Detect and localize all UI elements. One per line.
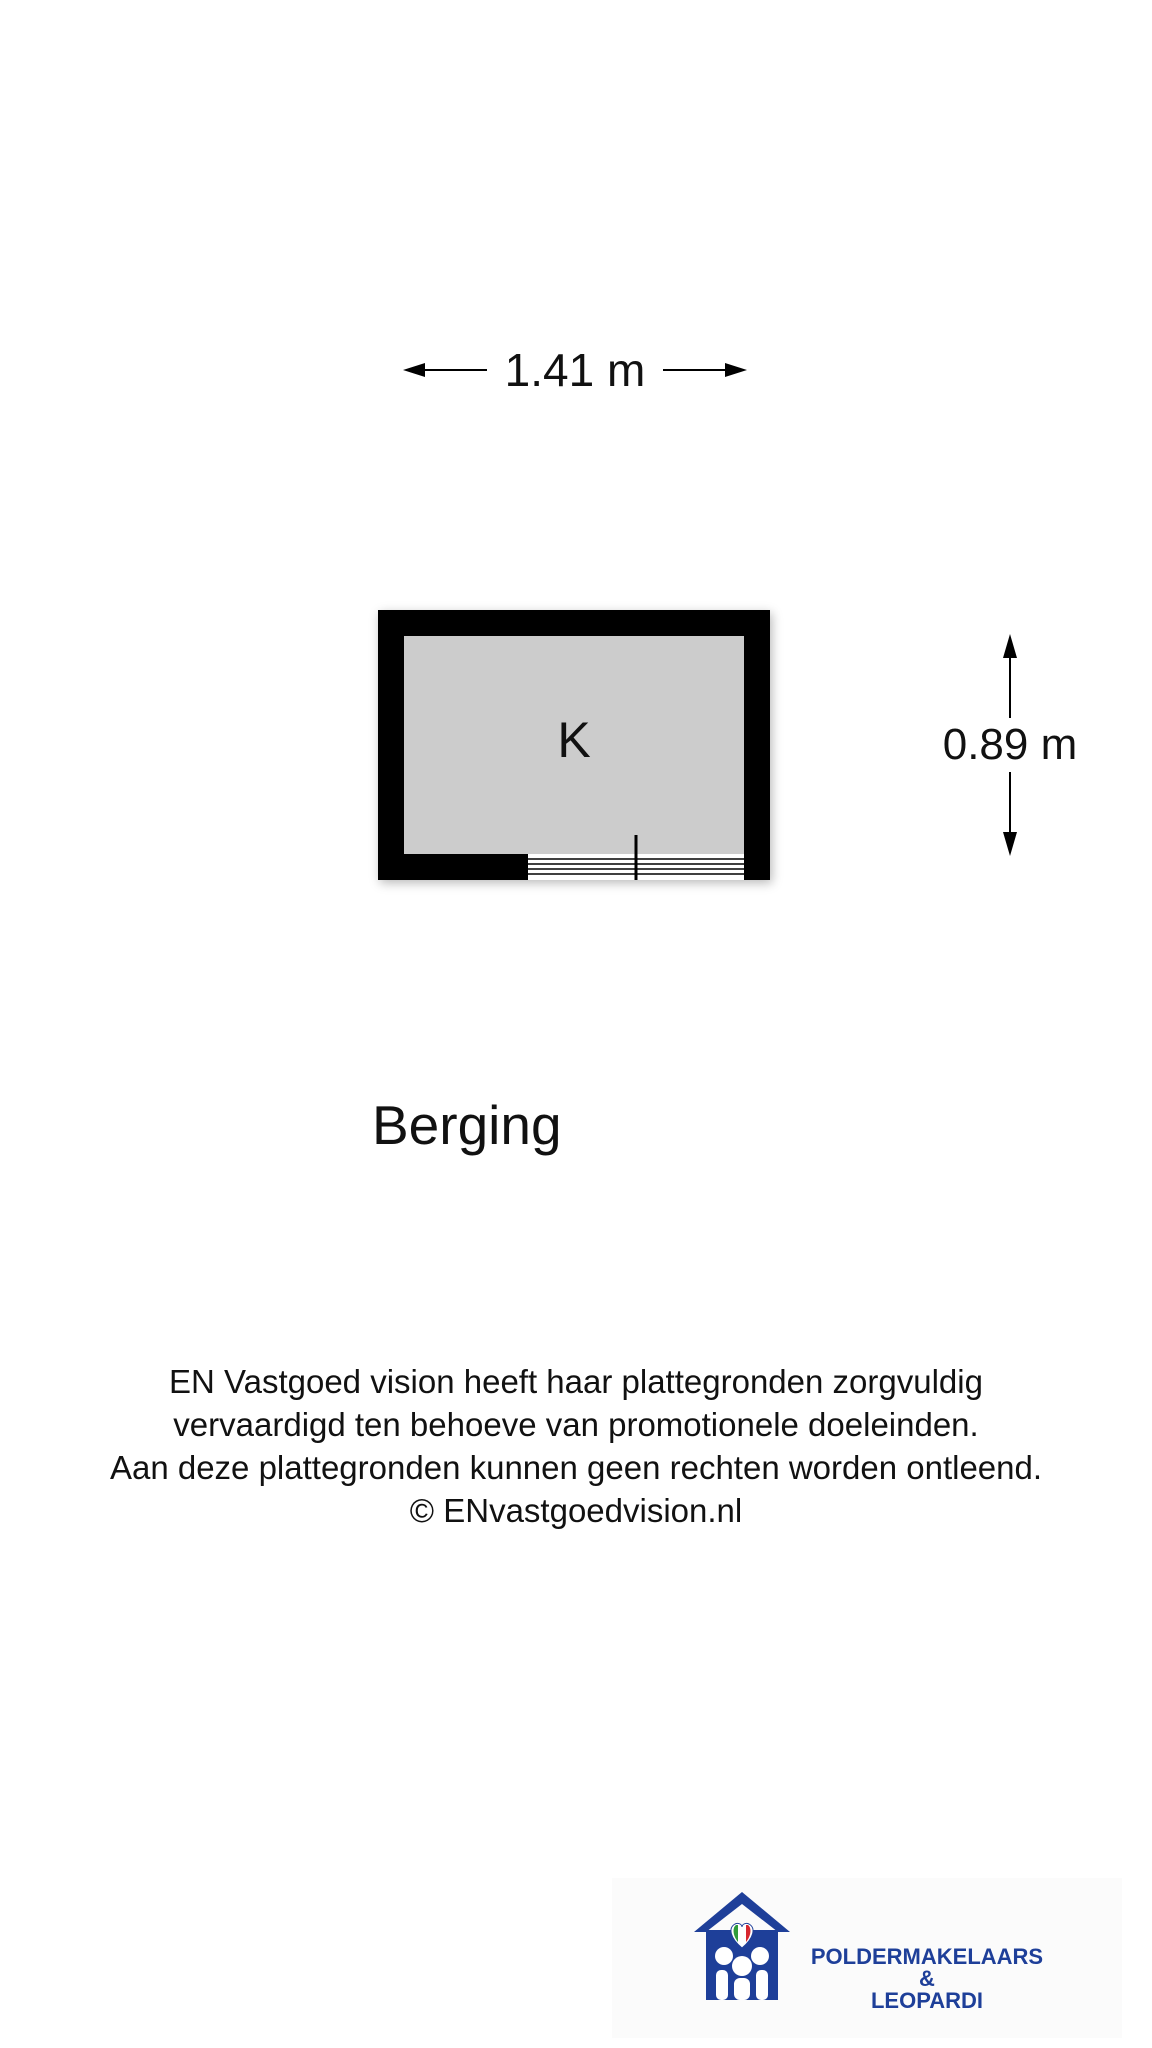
company-logo — [612, 1878, 1122, 2038]
house-logo-icon — [692, 1890, 792, 2002]
logo-line-3: LEOPARDI — [870, 1988, 984, 2013]
room-label: K — [557, 712, 591, 768]
logo-line-1: POLDERMAKELAARS — [810, 1944, 1044, 1969]
room-storage — [378, 610, 770, 880]
logo-line-2: & — [919, 1966, 935, 1991]
width-label: 1.41 m — [504, 344, 646, 396]
logo-text — [787, 1946, 1067, 2012]
disclaimer-line: © ENvastgoedvision.nl — [409, 1492, 743, 1529]
disclaimer-line: vervaardigd ten behoeve van promotionele doeleinden. — [173, 1406, 979, 1443]
width-dimension — [395, 340, 755, 400]
plan-title: Berging — [372, 1094, 562, 1156]
disclaimer-line: Aan deze plattegronden kunnen geen rechten worden ontleend. — [109, 1449, 1043, 1486]
disclaimer — [0, 1360, 1152, 1532]
arrow-up-icon — [1003, 634, 1017, 658]
height-dimension — [930, 630, 1090, 860]
height-label: 0.89 m — [930, 718, 1090, 772]
disclaimer-line: EN Vastgoed vision heeft haar plattegronden zorgvuldig — [169, 1363, 983, 1400]
arrow-down-icon — [1003, 832, 1017, 856]
